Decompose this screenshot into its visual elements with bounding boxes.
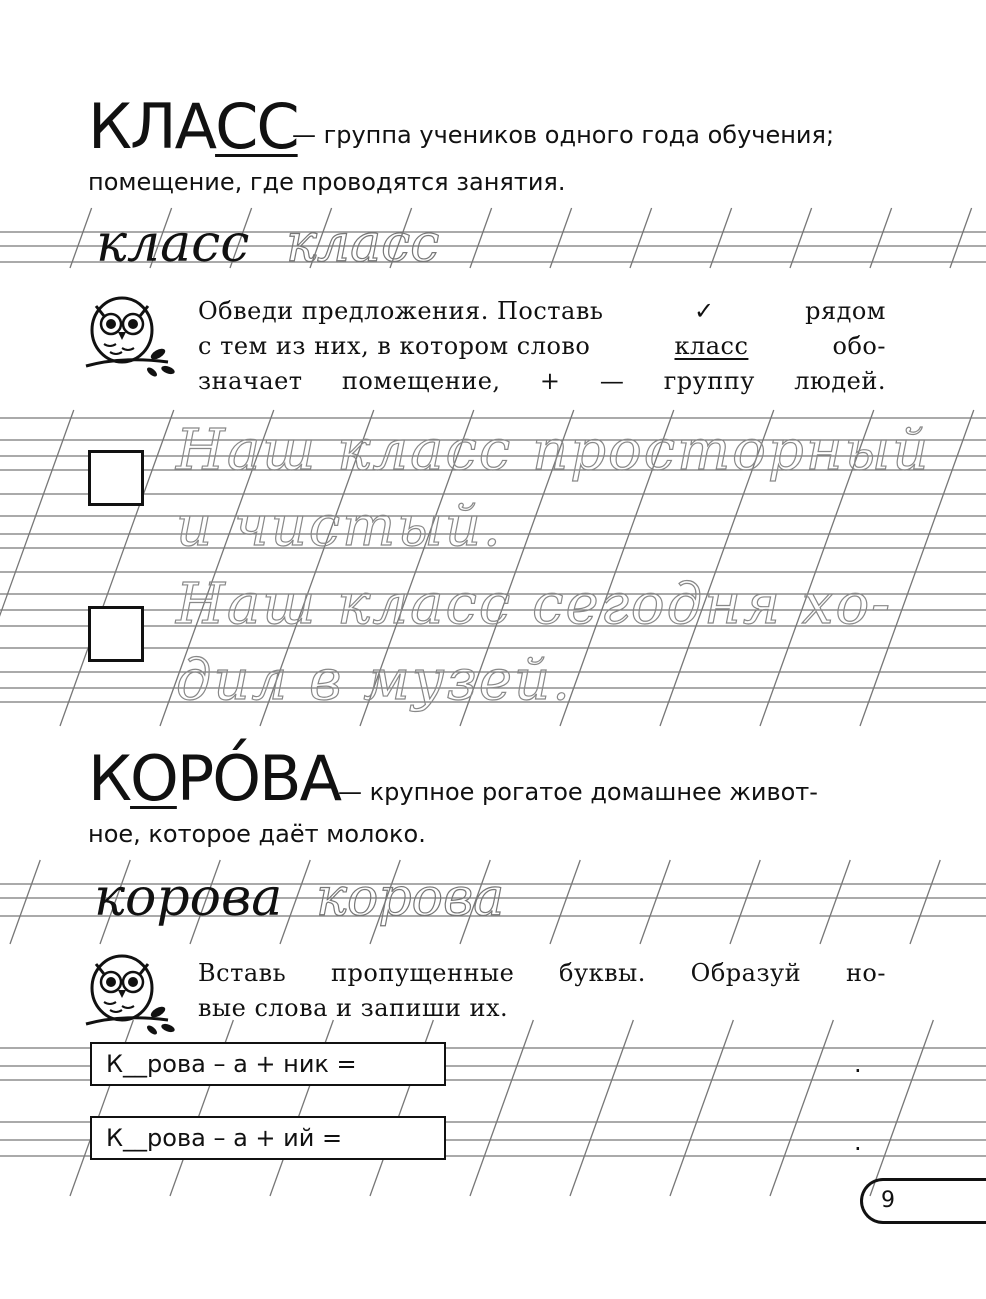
answer2-end-dot: . [854,1128,862,1156]
task1-line1-b: рядом [805,297,886,325]
definition2-line-1: — крупное рогатое домашнее живот- [338,778,818,806]
headword-k: К [88,742,131,815]
sentence2-trace-line1: Наш класс сегодня хо- [176,572,893,637]
headword-klass [88,90,298,163]
check-mark-icon: ✓ [693,297,715,325]
task1-line2-b: обо- [832,332,886,360]
headword-underlined: СС [215,90,298,163]
task1-line-1 [198,294,886,329]
formula-box-2: К__рова – а + ий = [90,1116,446,1160]
task1-line2-word: класс [674,332,749,360]
task1-line2-a: с тем из них, в котором слово [198,332,591,360]
headword-o-underlined: О [130,742,177,815]
headword-plain: КЛА [88,90,216,163]
task2-line-1: Вставь пропущенные буквы. Образуй но- [198,959,886,987]
page-number-tab [860,1178,986,1224]
sentence1-trace-line1: Наш класс просторный [176,418,931,483]
cursive-sample-korova: корова [94,868,283,928]
formula-box-1: К__рова – а + ник = [90,1042,446,1086]
task1-instructions [198,294,886,399]
owl-icon [82,950,178,1038]
headword-korova [88,742,340,815]
definition-line-2: помещение, где проводятся занятия. [88,168,566,196]
definition-line-1: — группа учеников одного года обучения; [292,121,835,149]
owl-icon [82,292,178,380]
sentence1-checkbox[interactable] [88,450,144,506]
cursive-trace: класс [286,214,440,274]
task2-instructions [198,956,886,1026]
answer1-end-dot: . [854,1050,862,1078]
definition2-line-2: ное, которое даёт молоко. [88,820,426,848]
sentence2-trace-line2: дил в музей. [176,648,572,713]
sentence1-trace-line2: и чистый. [176,494,503,559]
task1-line-3: значает помещение, + — группу людей. [198,367,886,395]
task2-line-2: вые слова и запиши их. [198,994,509,1022]
page-number: 9 [881,1188,895,1213]
headword-rest: РО́ВА [176,742,340,815]
task1-line-2 [198,329,886,364]
cursive-trace-korova: корова [316,868,505,928]
cursive-sample: класс [96,214,250,274]
sentence2-checkbox[interactable] [88,606,144,662]
task1-line1-a: Обведи предложения. Поставь [198,297,604,325]
